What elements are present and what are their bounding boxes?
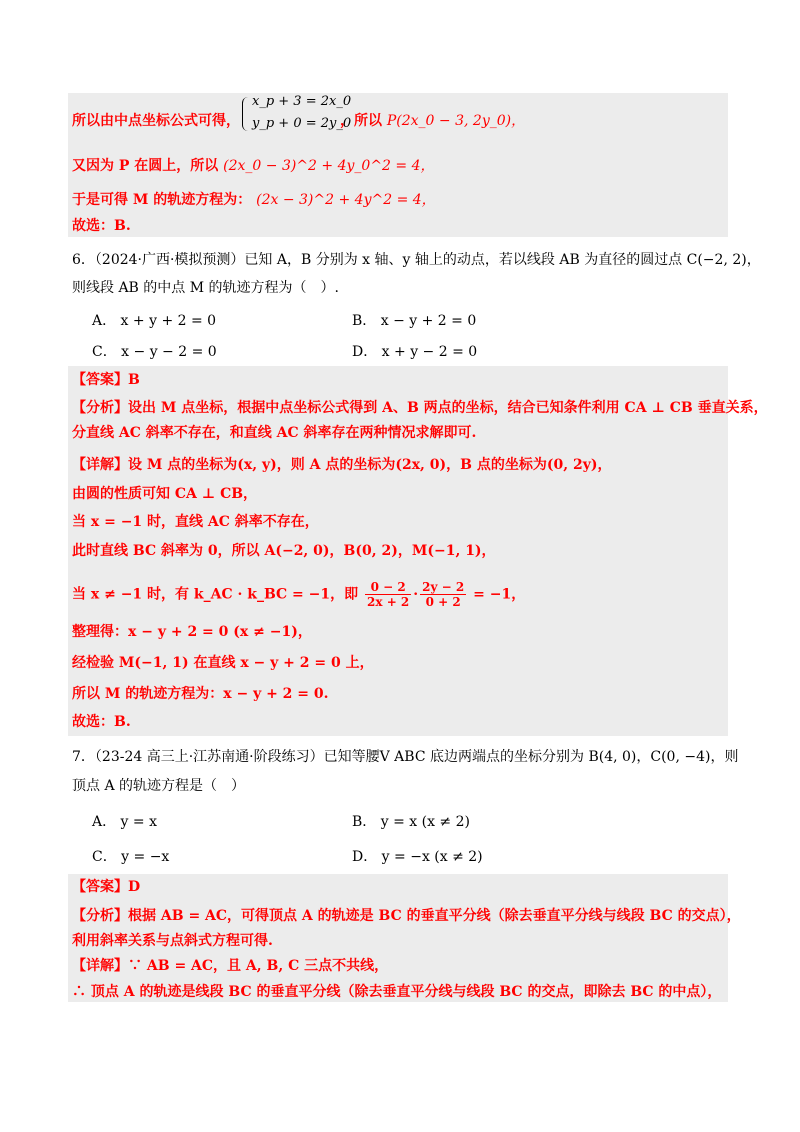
- q6-option-b: B． x − y + 2 = 0: [352, 313, 477, 329]
- q6-option-c: C． x − y − 2 = 0: [92, 344, 217, 360]
- q6-detail-line-9: 故选：B.: [72, 714, 131, 730]
- q7-answer: 【答案】D: [72, 879, 141, 895]
- fraction-1: $\frac{0 - 2}{2x + 2}$: [367, 580, 410, 609]
- q7-option-c: C． y = −x: [92, 849, 170, 865]
- q6-detail-line-8: 所以 M 的轨迹方程为：x − y + 2 = 0.: [72, 686, 329, 702]
- q6-detail-line-2: 由圆的性质可知 CA ⊥ CB，: [72, 486, 258, 502]
- prev-solution-line-4: 故选：B.: [72, 218, 131, 234]
- q6-detail-line-1: 【详解】设 M 点的坐标为(x, y)，则 A 点的坐标为(2x, 0)，B 点的坐标为(0, 2y)，: [72, 457, 612, 473]
- q6-detail-line-4: 此时直线 BC 斜率为 0，所以 A(−2, 0)，B(0, 2)，M(−1, 1)，: [72, 543, 496, 559]
- q7-option-d: D． y = −x (x ≠ 2): [352, 849, 483, 865]
- q6-answer: 【答案】B: [72, 372, 140, 388]
- equation-system-row-2: y_p + 0 = 2y_0: [252, 116, 352, 131]
- q6-stem-line-2: 则线段 AB 的中点 M 的轨迹方程为（ ）.: [72, 280, 339, 296]
- q7-option-a: A． y = x: [92, 814, 157, 830]
- q7-option-b: B． y = x (x ≠ 2): [352, 814, 470, 830]
- q7-analysis-line-2: 利用斜率关系与点斜式方程可得.: [72, 933, 273, 949]
- q7-stem-line-2: 顶点 A 的轨迹方程是（ ）: [72, 778, 246, 794]
- prev-solution-line-1: 所以由中点坐标公式可得，: [72, 113, 240, 129]
- q6-option-a: A． x + y + 2 = 0: [92, 313, 217, 329]
- q7-detail-line-1: 【详解】∵ AB = AC，且 A, B, C 三点不共线，: [72, 958, 389, 974]
- prev-solution-line-3: 于是可得 M 的轨迹方程为： (2x − 3)^2 + 4y^2 = 4，: [72, 192, 436, 208]
- q7-detail-line-2: ∴ 顶点 A 的轨迹是线段 BC 的垂直平分线（除去垂直平分线与线段 BC 的交点，即除去 BC 的中点），: [72, 984, 722, 1000]
- prev-solution-line-2: 又因为 P 在圆上，所以 (2x_0 − 3)^2 + 4y_0^2 = 4，: [72, 158, 435, 174]
- equation-system-row-1: x_p + 3 = 2x_0: [252, 94, 352, 109]
- q6-analysis-line-1: 【分析】设出 M 点坐标，根据中点坐标公式得到 A、B 两点的坐标，结合已知条件利用 CA ⊥ CB 垂直关系，: [72, 400, 768, 416]
- prev-solution-line-1-tail: ，所以 P(2x_0 − 3, 2y_0)，: [340, 113, 526, 129]
- q6-detail-line-6: 整理得：x − y + 2 = 0 (x ≠ −1)，: [72, 624, 312, 640]
- q7-stem-line-1: 7．（23-24 高三上·江苏南通·阶段练习）已知等腰V ABC 底边两端点的坐标分别为 B(4, 0)，C(0, −4)，则: [72, 749, 739, 765]
- q7-analysis-line-1: 【分析】根据 AB = AC，可得顶点 A 的轨迹是 BC 的垂直平分线（除去垂直平分线与线段 BC 的交点），: [72, 908, 741, 924]
- q6-detail-line-5: 当 x ≠ −1 时，有 k_AC · k_BC = −1，即 $\frac{0 - 2}{2x + 2}$ · $\frac{2y - 2}{0 + 2}$ = −1，: [72, 580, 526, 609]
- q6-stem-line-1: 6．（2024·广西·模拟预测）已知 A，B 分别为 x 轴、y 轴上的动点，若以线段 AB 为直径的圆过点 C(−2, 2)，: [72, 252, 761, 268]
- q6-detail-line-3: 当 x = −1 时，直线 AC 斜率不存在，: [72, 514, 319, 530]
- fraction-2: $\frac{2y - 2}{0 + 2}$: [422, 580, 465, 609]
- q6-detail-line-7: 经检验 M(−1, 1) 在直线 x − y + 2 = 0 上，: [72, 655, 374, 671]
- equation-system-brace: [242, 97, 251, 131]
- q6-option-d: D． x + y − 2 = 0: [352, 344, 478, 360]
- q6-analysis-line-2: 分直线 AC 斜率不存在，和直线 AC 斜率存在两种情况求解即可.: [72, 425, 477, 441]
